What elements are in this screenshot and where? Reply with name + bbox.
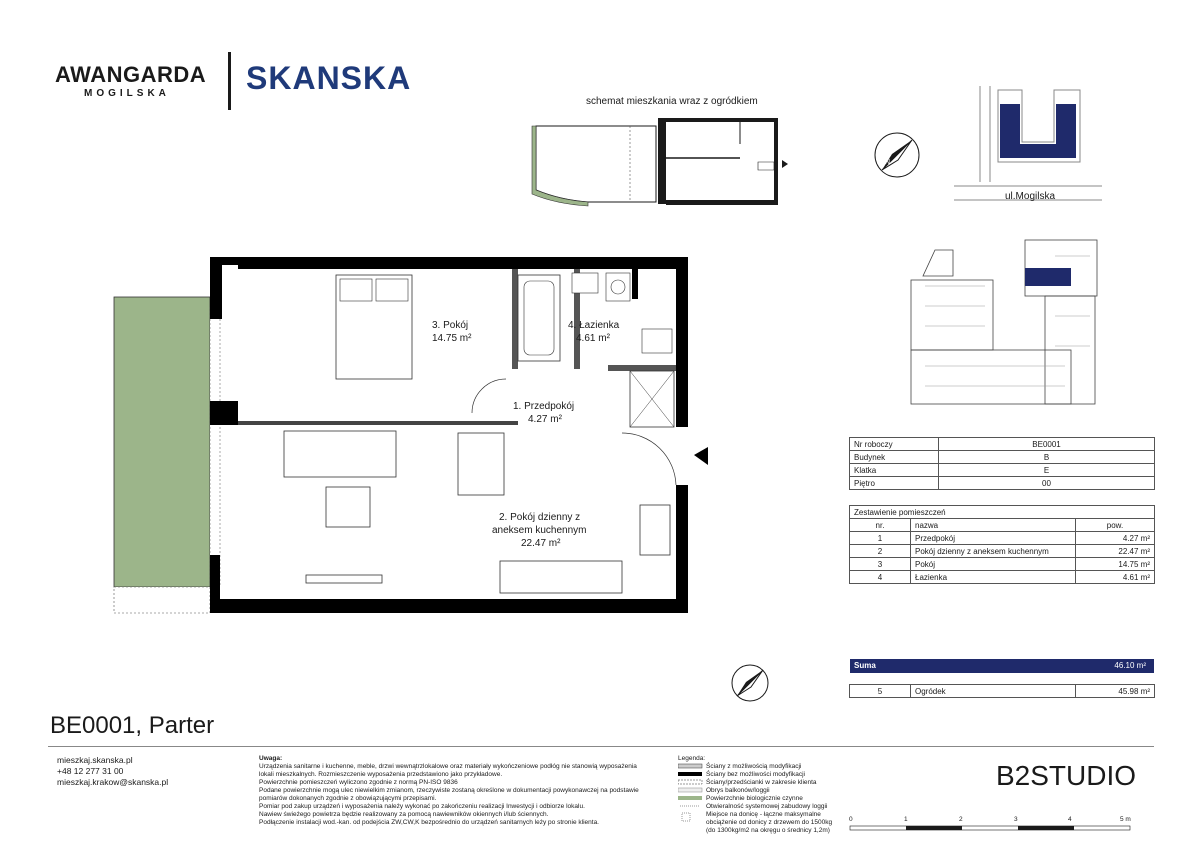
info-key: Budynek bbox=[850, 451, 939, 464]
room-1-label: 1. Przedpokój bbox=[513, 401, 575, 412]
footer-divider bbox=[48, 746, 1154, 747]
contact-email[interactable]: mieszkaj.krakow@skanska.pl bbox=[57, 777, 169, 787]
scale-tick: 1 bbox=[904, 816, 908, 823]
notes-block bbox=[259, 755, 639, 827]
legend-item: obciążenie od donicy z drzewem do 1500kg bbox=[706, 819, 833, 826]
info-value: E bbox=[939, 464, 1155, 477]
svg-text:N: N bbox=[885, 159, 891, 166]
b2studio-logo: B2STUDIO bbox=[996, 760, 1137, 791]
garden-table bbox=[849, 684, 1155, 698]
notes-line: Pomiar pod zakup urządzeń i wyposażenia należy wykonać po zakończeniu realizacji Inwestycji i odbiorze lokalu. bbox=[259, 803, 585, 810]
header-area: pow. bbox=[1076, 519, 1155, 532]
contact-phone: +48 12 277 31 00 bbox=[57, 766, 124, 776]
info-value: BE0001 bbox=[939, 438, 1155, 451]
cell-area: 4.27 m² bbox=[1076, 532, 1155, 545]
rooms-table bbox=[849, 505, 1155, 584]
cell-name: Pokój dzienny z aneksem kuchennym bbox=[911, 545, 1076, 558]
legend-item: Otwieralność systemowej zabudowy loggii bbox=[706, 803, 828, 810]
notes-line: Powierzchnie pomieszczeń wyliczono zgodnie z normą PN-ISO 9836 bbox=[259, 779, 458, 786]
garden-schema bbox=[530, 112, 790, 212]
cell-nr: 5 bbox=[850, 685, 911, 698]
sum-row bbox=[850, 659, 1154, 673]
info-key: Piętro bbox=[850, 477, 939, 490]
scale-tick: 5 m bbox=[1120, 816, 1131, 823]
north-arrow-icon-small bbox=[729, 662, 771, 704]
cell-name: Przedpokój bbox=[911, 532, 1076, 545]
contact-website[interactable]: mieszkaj.skanska.pl bbox=[57, 755, 133, 765]
notes-line: pomiarów dokonanych zgodnie z obowiązującymi przepisami. bbox=[259, 795, 437, 802]
info-key: Nr roboczy bbox=[850, 438, 939, 451]
info-value: 00 bbox=[939, 477, 1155, 490]
table-title-row bbox=[850, 506, 1155, 519]
room-3-area: 14.75 m² bbox=[432, 333, 472, 344]
rooms-table-title: Zestawienie pomieszczeń bbox=[850, 506, 1155, 519]
table-row bbox=[850, 545, 1155, 558]
legend-item: Powierzchnie biologicznie czynne bbox=[706, 795, 803, 802]
notes-line: Urządzenia sanitarne i kuchenne, meble, drzwi wewnątrzlokalowe oraz materiały wykończeniowe podłóg nie stanowią wyposażenia bbox=[259, 763, 637, 770]
apartment-title: BE0001, Parter bbox=[50, 712, 215, 739]
street-label: ul.Mogilska bbox=[1005, 191, 1056, 202]
table-row bbox=[850, 685, 1155, 698]
table-row bbox=[850, 571, 1155, 584]
room-3-label: 3. Pokój bbox=[432, 320, 469, 331]
room-2-label-2: aneksem kuchennym bbox=[492, 525, 587, 536]
room-4-label: 4. Łazienka bbox=[568, 320, 620, 331]
header-name: nazwa bbox=[911, 519, 1076, 532]
schema-caption: schemat mieszkania wraz z ogródkiem bbox=[586, 96, 758, 107]
cell-nr: 3 bbox=[850, 558, 911, 571]
room-2-label: 2. Pokój dzienny z bbox=[499, 512, 581, 523]
legend-item: Ściany/przedścianki w zakresie klienta bbox=[706, 779, 817, 786]
info-value: B bbox=[939, 451, 1155, 464]
awangarda-logo-sub: MOGILSKA bbox=[84, 88, 170, 99]
header-nr: nr. bbox=[850, 519, 911, 532]
awangarda-logo: AWANGARDA bbox=[55, 62, 207, 87]
room-4-area: 4.61 m² bbox=[576, 333, 610, 344]
cell-name: Pokój bbox=[911, 558, 1076, 571]
legend-item: Ściany z możliwością modyfikacji bbox=[706, 763, 802, 770]
scale-bar bbox=[848, 822, 1138, 834]
cell-nr: 4 bbox=[850, 571, 911, 584]
table-row bbox=[850, 464, 1155, 477]
table-row bbox=[850, 451, 1155, 464]
contact-block bbox=[57, 755, 168, 788]
room-1-area: 4.27 m² bbox=[528, 414, 562, 425]
cell-area: 22.47 m² bbox=[1076, 545, 1155, 558]
scale-tick: 4 bbox=[1068, 816, 1072, 823]
floor-plan bbox=[110, 255, 710, 620]
legend-item: Obrys balkonów/loggii bbox=[706, 787, 770, 794]
notes-line: lokali mieszkalnych. Rozmieszczenie wyposażenia przedstawiono jako przykładowe. bbox=[259, 771, 503, 778]
notes-line: Podane powierzchnie mogą ulec niewielkim zmianom, rzeczywiste zostaną określone w dokumentacji powykonawczej na podstawie bbox=[259, 787, 639, 794]
notes-line: Podłączenie instalacji wod.-kan. od podejścia ZW,CW,K bezpośrednio do urządzeń sanitarnych leży po stronie klienta. bbox=[259, 819, 599, 826]
notes-title: Uwaga: bbox=[259, 755, 283, 762]
legend-item: Ściany bez możliwości modyfikacji bbox=[706, 771, 805, 778]
cell-area: 4.61 m² bbox=[1076, 571, 1155, 584]
north-arrow-icon bbox=[872, 130, 922, 180]
table-header-row bbox=[850, 519, 1155, 532]
sum-label: Suma bbox=[854, 661, 876, 670]
legend-list bbox=[706, 763, 832, 835]
room-2-area: 22.47 m² bbox=[521, 538, 561, 549]
legend-title: Legenda: bbox=[678, 755, 706, 762]
cell-name: Łazienka bbox=[911, 571, 1076, 584]
cell-nr: 2 bbox=[850, 545, 911, 558]
apartment-info-table bbox=[849, 437, 1155, 490]
cell-area: 45.98 m² bbox=[1076, 685, 1155, 698]
sum-value: 46.10 m² bbox=[1114, 661, 1146, 670]
notes-line: Nawiew świeżego powietrza będzie realizowany za pomocą nawiewników okiennych i/lub ściennych. bbox=[259, 811, 549, 818]
info-key: Klatka bbox=[850, 464, 939, 477]
logo-divider bbox=[228, 52, 231, 110]
legend-item: (do 1300kg/m2 na okręgu o średnicy 1,2m) bbox=[706, 827, 830, 834]
cell-name: Ogródek bbox=[911, 685, 1076, 698]
cell-nr: 1 bbox=[850, 532, 911, 545]
legend-item: Miejsce na donicę - łączne maksymalne bbox=[706, 811, 821, 818]
table-row bbox=[850, 438, 1155, 451]
table-row bbox=[850, 477, 1155, 490]
scale-tick: 3 bbox=[1014, 816, 1018, 823]
table-row bbox=[850, 532, 1155, 545]
cell-area: 14.75 m² bbox=[1076, 558, 1155, 571]
scale-tick: 2 bbox=[959, 816, 963, 823]
skanska-logo: SKANSKA bbox=[246, 60, 412, 96]
key-plan bbox=[905, 236, 1105, 411]
legend-swatches bbox=[678, 763, 704, 835]
table-row bbox=[850, 558, 1155, 571]
scale-tick: 0 bbox=[849, 816, 853, 823]
